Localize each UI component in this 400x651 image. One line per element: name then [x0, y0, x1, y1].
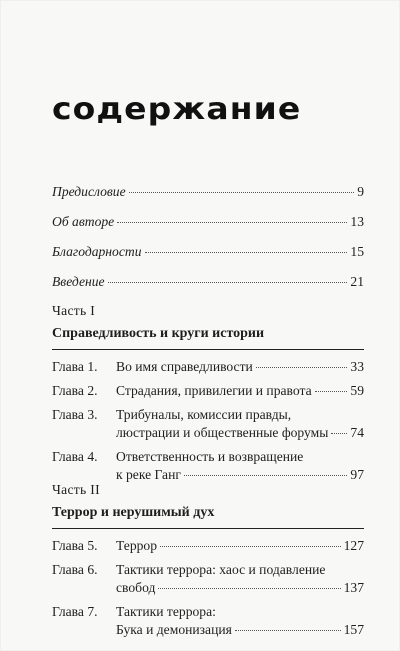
chapter-entry [52, 382, 364, 400]
dot-leader [108, 282, 348, 283]
divider [52, 349, 364, 350]
front-matter-list [52, 183, 364, 291]
dot-leader [145, 252, 348, 253]
chapter-entry [52, 537, 364, 555]
part-label: Часть I [52, 303, 96, 318]
entry-label: Благодарности [52, 244, 142, 259]
entry-page: 9 [357, 184, 364, 199]
chapter-page: 157 [343, 622, 364, 637]
chapter-number: Глава 5. [52, 538, 98, 553]
chapter-entry [52, 406, 364, 442]
chapter-entry [52, 561, 364, 597]
chapter-title: Тактики террора: хаос и подавление [116, 562, 326, 577]
divider [52, 528, 364, 529]
chapter-title: Террор [116, 538, 158, 553]
dot-leader [184, 475, 347, 476]
entry-page: 21 [350, 274, 364, 289]
part-title: Справедливость и круги истории [52, 326, 265, 341]
chapter-page: 33 [350, 359, 364, 374]
entry-page: 15 [350, 244, 364, 259]
page-title: содержание [52, 92, 302, 127]
chapter-entry [52, 358, 364, 376]
chapter-page: 97 [350, 467, 364, 482]
chapter-entry [52, 448, 364, 484]
chapter-page: 59 [350, 383, 364, 398]
part-1 [52, 303, 364, 484]
part-label: Часть II [52, 482, 100, 497]
toc-entry-about-author [52, 213, 364, 231]
chapter-entry [52, 603, 364, 639]
dot-leader [256, 367, 348, 368]
toc-entry-acknowledgements [52, 243, 364, 261]
chapter-number: Глава 3. [52, 407, 98, 422]
part-title: Террор и нерушимый дух [52, 505, 215, 520]
chapter-page: 74 [350, 425, 364, 440]
chapter-title: Страдания, привилегии и правота [116, 383, 312, 398]
chapter-number: Глава 6. [52, 562, 98, 577]
toc-entry-preface [52, 183, 364, 201]
entry-label: Предисловие [52, 184, 126, 199]
dot-leader [315, 391, 348, 392]
part-2 [52, 482, 364, 639]
dot-leader [235, 630, 341, 631]
dot-leader [160, 546, 341, 547]
dot-leader [117, 222, 347, 223]
dot-leader [331, 433, 347, 434]
chapter-number: Глава 2. [52, 383, 98, 398]
dot-leader [129, 192, 355, 193]
chapter-title-cont: Бука и демонизация [116, 622, 232, 637]
entry-page: 13 [350, 214, 364, 229]
chapter-number: Глава 7. [52, 604, 98, 619]
chapter-title-cont: свобод [116, 580, 156, 595]
entry-label: Введение [52, 274, 105, 289]
chapter-page: 137 [343, 580, 364, 595]
chapter-number: Глава 1. [52, 359, 98, 374]
toc-entry-introduction [52, 273, 364, 291]
chapter-title: Трибуналы, комиссии правды, [116, 407, 292, 422]
chapter-title: Тактики террора: [116, 604, 216, 619]
entry-label: Об авторе [52, 214, 115, 229]
chapter-title-cont: к реке Ганг [116, 467, 181, 482]
chapter-page: 127 [343, 538, 364, 553]
chapter-title: Ответственность и возвращение [116, 449, 304, 464]
chapter-title-cont: люстрации и общественные форумы [116, 425, 329, 440]
chapter-number: Глава 4. [52, 449, 98, 464]
chapter-title: Во имя справедливости [116, 359, 253, 374]
dot-leader [158, 588, 340, 589]
